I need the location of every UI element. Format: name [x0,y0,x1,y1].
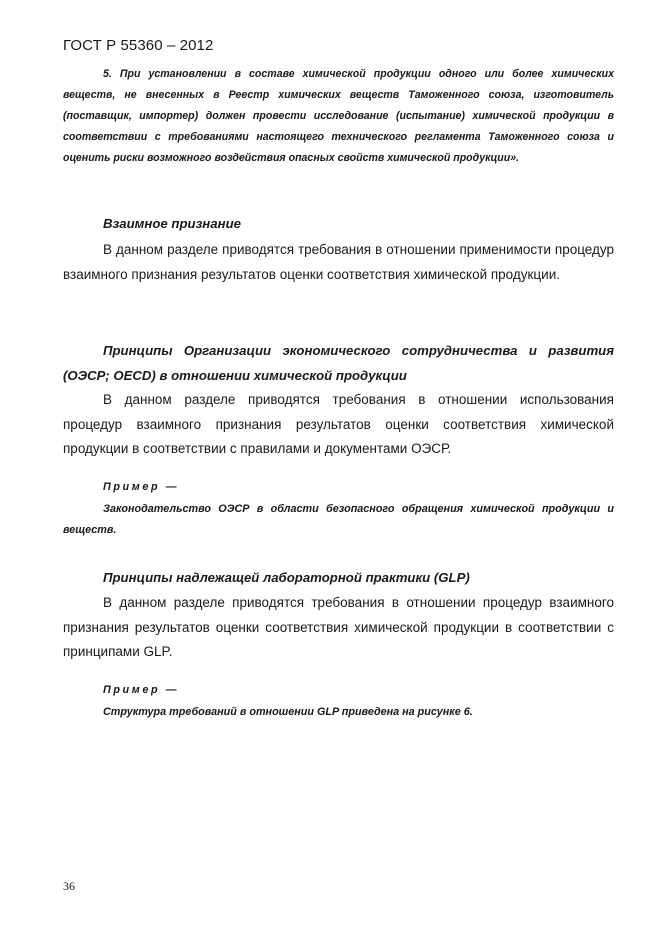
section-heading-mutual-recognition: Взаимное признание [103,216,241,231]
section-body-glp-principles: В данном разделе приводятся требования в отношении процедур взаимного признания результатов оценки соответствия химической продукции в соответствии с принципами GLP. [63,595,614,659]
example-label-glp: Пример — [103,684,180,696]
section-heading-glp-principles: Принципы надлежащей лабораторной практики (GLP) [103,570,470,585]
quoted-regulation-paragraph: 5. При установлении в составе химической продукции одного или более химических веществ, не внесенных в Реестр химических веществ Таможенного союза, изготовитель (поставщик, импортер) должен провести исследование (испытание) химической продукции в соответствии с требованиями настоящего технического регламента Таможенного союза и оценить риски возможного воздействия опасных свойств химической продукции». [63,68,614,164]
document-header: ГОСТ Р 55360 – 2012 [63,37,214,54]
example-label-oecd: Пример — [103,481,180,493]
page-number: 36 [63,879,75,893]
section-body-mutual-recognition: В данном разделе приводятся требования в отношении применимости процедур взаимного признания результатов оценки соответствия химической продукции. [63,242,614,282]
section-body-oecd-principles: В данном разделе приводятся требования в отношении использования процедур взаимного признания результатов оценки соответствия химической продукции в соответствии с правилами и документами ОЭСР. [63,392,614,456]
example-text-glp: Структура требований в отношении GLP приведена на рисунке 6. [103,706,473,718]
section-heading-oecd-principles: Принципы Организации экономического сотрудничества и развития (ОЭСР; OECD) в отношении химической продукции [63,343,614,383]
example-text-oecd: Законодательство ОЭСР в области безопасного обращения химической продукции и веществ. [63,503,614,536]
